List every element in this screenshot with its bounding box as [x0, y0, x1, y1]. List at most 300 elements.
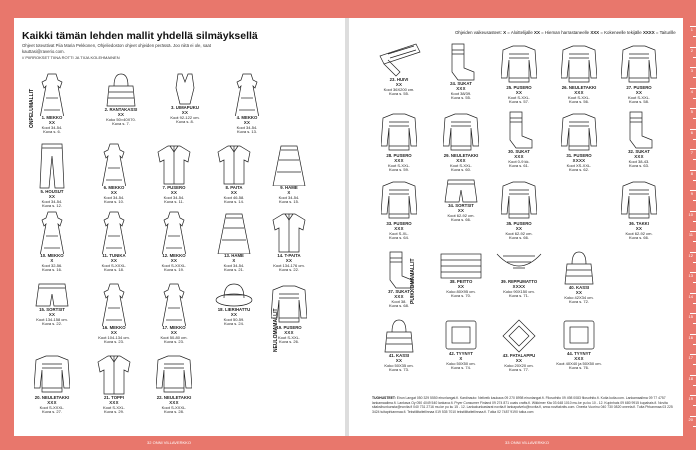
legend-mark: XXX — [590, 30, 600, 35]
difficulty-marks: X — [459, 355, 463, 361]
pattern-item — [156, 72, 214, 125]
difficulty-marks: XX — [48, 193, 56, 199]
legend-mark: XXXX — [642, 30, 655, 35]
pillow-icon — [443, 318, 479, 352]
photo-page: Kuva s. 77. — [508, 367, 529, 373]
pattern-item — [145, 210, 203, 273]
difficulty-marks: XXXX — [572, 157, 586, 163]
pattern-name: 35. PUSERO — [506, 221, 532, 226]
ruler-number: 3 — [690, 68, 693, 73]
ruler-number: 2 — [690, 47, 693, 53]
section-label-crochet: PUIKKOMAMALLIT — [410, 258, 416, 304]
pattern-size: Koot S-XXL. — [387, 162, 410, 168]
swimsuit-icon — [170, 72, 200, 106]
difficulty-marks: XX — [48, 119, 56, 125]
photo-page: Kuva s. 24. — [223, 321, 244, 327]
pattern-item — [610, 42, 668, 105]
pattern-size: Koot S-XXXL. — [101, 262, 127, 268]
photo-page: Kuva s. 23. — [103, 339, 124, 345]
ruler-number: 5 — [690, 109, 693, 114]
photo-page: Kuva s. 11. — [164, 199, 184, 205]
pattern-size: Koot 38. — [391, 298, 407, 304]
section-label-knitting: NEULOMAMALLIT — [273, 308, 279, 352]
skirt-icon — [216, 210, 252, 254]
pattern-name: 30. SUKAT — [508, 149, 530, 154]
dress-icon — [34, 210, 70, 254]
photo-page: Kuva s. 64. — [388, 235, 409, 241]
pattern-size: Koot S-XXL. — [277, 334, 300, 340]
photo-page: Kuva s. 15. — [278, 199, 299, 205]
pattern-item — [370, 318, 428, 373]
sweater-icon — [381, 110, 417, 154]
pattern-item — [550, 42, 608, 105]
pattern-item — [218, 72, 276, 135]
cardigan-icon — [34, 352, 70, 396]
pattern-size: Koot S-XXL. — [567, 94, 590, 100]
sock-icon — [384, 250, 414, 290]
suppliers-footer — [372, 396, 675, 414]
photo-page: Kuva s. 76. — [568, 365, 589, 371]
pattern-name: 26. NEULETAKKI — [561, 85, 597, 90]
pattern-size: Koot 92-122 cm. — [170, 114, 200, 120]
difficulty-marks: XX — [635, 225, 643, 231]
pattern-name: 20. NEULETAKKI — [34, 395, 70, 400]
photo-page: Kuva s. 22. — [41, 321, 62, 327]
ruler-number: 18 — [688, 375, 693, 381]
pattern-name: 28. PUSERO — [386, 153, 412, 158]
dress-icon — [229, 72, 265, 116]
pattern-name: 21. TOPPI — [104, 395, 124, 400]
photo-page: Kuva s. 27. — [41, 409, 62, 415]
photo-page: Kuva s. 19. — [163, 267, 184, 273]
pattern-item — [490, 42, 548, 105]
pattern-size: Koot S-XXXL. — [161, 262, 187, 268]
photo-page: Kuva s. 56. — [568, 99, 589, 105]
pattern-size: Koko 42X34 cm. — [564, 294, 594, 300]
difficulty-marks: XX — [110, 257, 118, 263]
pattern-item — [85, 352, 143, 415]
pattern-size: Koot 34-54. — [278, 194, 300, 200]
photo-page: Kuva s. 22. — [278, 267, 299, 273]
difficulty-marks: XXX — [456, 157, 466, 163]
pattern-item — [370, 110, 428, 173]
pattern-name: 8. PAITA — [225, 185, 243, 190]
photo-page: Kuva s. 61. — [508, 163, 529, 169]
pattern-name: 1. MEKKO — [41, 115, 63, 120]
photo-page: Kuva s. 18. — [103, 267, 124, 273]
pattern-item — [610, 178, 668, 241]
photo-page: Kuva s. 74. — [450, 365, 471, 371]
pattern-size: Koot 50-59. — [223, 316, 245, 322]
photo-page: Kuva s. 66. — [628, 235, 649, 241]
hat-icon — [214, 282, 254, 308]
ruler-number: 12 — [688, 252, 693, 258]
photo-page: Kuva s. 28. — [163, 409, 184, 415]
cardigan-icon — [443, 110, 479, 154]
difficulty-marks: X — [232, 257, 236, 263]
pattern-name: 43. PATALAPPU — [502, 353, 536, 358]
pattern-size: Koot 62-92 cm. — [625, 230, 653, 236]
pattern-item — [370, 42, 428, 97]
pattern-item — [490, 318, 548, 373]
ruler-number: 4 — [690, 88, 693, 94]
ruler-number: 20 — [688, 416, 693, 422]
pattern-item — [23, 142, 81, 209]
difficulty-marks: XX — [48, 311, 56, 317]
ruler-number: 19 — [688, 396, 693, 401]
legend-mark: X — [503, 30, 507, 35]
blouse-icon — [156, 142, 192, 186]
pattern-item — [205, 282, 263, 327]
photo-page: Kuva s. 55. — [450, 95, 471, 101]
pattern-size: Koot 34-54. — [236, 124, 258, 130]
pattern-name: 14. T-PAITA — [277, 253, 301, 258]
difficulty-marks: XXX — [394, 293, 404, 299]
pattern-name: 18. LIERIHATTU — [217, 307, 251, 312]
difficulty-marks: XX — [395, 357, 403, 363]
pattern-name: 34. SORTSIT — [448, 203, 474, 208]
potholder-icon — [501, 318, 537, 354]
pattern-size: Koot S-XXXL. — [39, 404, 65, 410]
pattern-item — [205, 210, 263, 273]
difficulty-legend: Ohjeiden vaikeusasteet: X = Aloittelijalle XX = Hieman harrastaneelle XXX = Kokeneelle tekijälle XXXX = Taiturille — [455, 30, 676, 35]
difficulty-marks: XXX — [456, 85, 466, 91]
pattern-size: Koko 20X20 cm. — [504, 362, 534, 368]
photo-page: Kuva s. 60. — [450, 167, 471, 173]
pattern-item — [260, 142, 318, 205]
pattern-size: Koot 34-54. — [41, 198, 63, 204]
sweater-icon — [501, 178, 537, 222]
difficulty-marks: XX — [230, 311, 238, 317]
difficulty-marks: XX — [243, 119, 251, 125]
legend-label: Taiturille — [659, 30, 676, 35]
difficulty-marks: XX — [110, 189, 118, 195]
pattern-size: Koot 40X40 ja 50X50 cm. — [556, 360, 602, 366]
photo-page: Kuva s. 72. — [568, 299, 589, 305]
difficulty-marks: XX — [635, 89, 643, 95]
pattern-name: 25. PUSERO — [506, 85, 532, 90]
photo-page: Kuva s. 62. — [568, 167, 589, 173]
dress-icon — [96, 282, 132, 326]
beach-bag-icon — [103, 72, 139, 108]
photo-page: Kuva s. 68. — [388, 303, 409, 309]
pattern-name: 9. HAME — [280, 185, 298, 190]
ruler-number: 10 — [688, 211, 693, 217]
skirt-icon — [271, 142, 307, 186]
pattern-item — [490, 178, 548, 241]
photo-page: Kuva s. 10. — [103, 199, 124, 205]
pattern-item — [23, 352, 81, 415]
ruler-number: 11 — [688, 232, 693, 237]
pattern-item — [550, 250, 608, 305]
difficulty-marks: XXX — [47, 399, 57, 405]
pattern-size: Koko 50X50 cm. — [446, 360, 476, 366]
pattern-name: 19. PUSERO — [276, 325, 302, 330]
difficulty-marks: XX — [181, 109, 189, 115]
pattern-item — [260, 210, 318, 273]
pillow-icon — [561, 318, 597, 352]
pattern-size: Koot 134-176 cm. — [273, 262, 305, 268]
shorts-icon — [444, 178, 478, 204]
pattern-item — [432, 250, 490, 299]
pattern-name: 24. SUKAT — [450, 81, 472, 86]
bag-icon — [561, 250, 597, 286]
page-title: Kaikki tämän lehden mallit yhdellä silmäyksellä — [22, 30, 258, 42]
pattern-size: Koot S-XXL. — [627, 94, 650, 100]
photo-page: Kuva s. 66. — [508, 235, 529, 241]
difficulty-marks: XXX — [394, 157, 404, 163]
difficulty-marks: XXX — [394, 225, 404, 231]
trousers-icon — [38, 142, 66, 190]
pattern-name: 38. PEITTO — [449, 279, 473, 284]
photo-page: Kuva s. 6. — [43, 129, 61, 135]
pattern-size: Koot 50-80 cm. — [160, 334, 188, 340]
sweater-icon — [501, 42, 537, 86]
photo-page: Kuva s. 66. — [450, 217, 471, 223]
pattern-name: 2. RANTAKASSI — [104, 107, 138, 112]
top-icon — [96, 352, 132, 396]
pattern-size: Koko 50X35 cm. — [384, 362, 414, 368]
pattern-name: 41. KASSI — [388, 353, 410, 358]
legend-label: Kokeneelle tekijälle — [604, 30, 642, 35]
pattern-size: Koko 90X150 cm. — [503, 288, 535, 294]
pattern-size: Koot S-XL. — [389, 230, 409, 236]
pattern-item — [85, 142, 143, 205]
pattern-item — [550, 110, 608, 173]
photo-page: Kuva s. 58. — [628, 99, 649, 105]
difficulty-marks: XX — [117, 111, 125, 117]
pattern-name: 11. TUNIKA — [102, 253, 126, 258]
cardigan-icon — [561, 42, 597, 86]
pattern-name: 23. HUIVI — [389, 77, 409, 82]
difficulty-marks: XX — [285, 257, 293, 263]
legend-intro: Ohjeiden vaikeusasteet: — [455, 30, 502, 35]
pattern-item — [23, 282, 81, 327]
legend-label: Hieman harrastaneelle — [544, 30, 590, 35]
page-number: 32 — [147, 440, 152, 445]
pattern-size: Koot 34-54. — [103, 194, 125, 200]
photo-page: Kuva s. 23. — [163, 339, 184, 345]
ruler-number: 7 — [690, 150, 693, 155]
difficulty-marks: XX — [457, 283, 465, 289]
photo-page: Kuva s. 14. — [223, 199, 244, 205]
photo-page: Kuva s. 73. — [388, 367, 409, 373]
pattern-item — [260, 282, 318, 345]
difficulty-marks: XX — [395, 81, 403, 87]
pattern-name: 3. UIMAPUKU — [171, 105, 199, 110]
pattern-item — [23, 72, 81, 135]
pattern-name: 40. KASSI — [568, 285, 590, 290]
cardigan-icon — [156, 352, 192, 396]
pattern-name: 4. MEKKO — [236, 115, 258, 120]
folio-left — [147, 440, 191, 445]
photo-page: Kuva s. 63. — [628, 163, 649, 169]
pattern-item — [432, 42, 490, 101]
ruler-number: 8 — [690, 170, 693, 176]
pattern-size: Koot S-XXL. — [449, 162, 472, 168]
pattern-size: Koko 80X95 cm. — [446, 288, 476, 294]
blanket-icon — [439, 250, 483, 280]
photo-page: Kuva s. 8. — [176, 119, 194, 125]
sock-icon — [504, 110, 534, 150]
footer-heading: TUOHUSTEET: — [372, 396, 396, 400]
ruler-number: 1 — [690, 27, 693, 32]
ruler-number: 13 — [688, 273, 693, 278]
pattern-size: Koot 0-9 kk. — [508, 158, 530, 164]
pattern-item — [610, 110, 668, 169]
difficulty-marks: XXXX — [512, 283, 526, 289]
pattern-item — [85, 282, 143, 345]
pattern-name: 37. SUKAT — [388, 289, 410, 294]
pattern-name: 5. HOUSUT — [40, 189, 64, 194]
dress-icon — [156, 210, 192, 254]
pattern-size: Koot XS-XXL. — [566, 162, 592, 168]
pattern-name: 12. MEKKO — [162, 253, 186, 258]
folio-right — [505, 440, 549, 445]
difficulty-marks: X — [50, 257, 54, 263]
shirt-icon — [216, 142, 252, 186]
sweater-icon — [621, 42, 657, 86]
ruler-number: 17 — [688, 355, 693, 360]
pattern-name: 29. NEULETAKKI — [443, 153, 479, 158]
photo-page: Kuva s. 57. — [508, 99, 529, 105]
difficulty-marks: XX — [575, 289, 583, 295]
pattern-item — [145, 282, 203, 345]
pattern-item — [370, 178, 428, 241]
photo-page: Kuva s. 26. — [278, 339, 299, 345]
difficulty-marks: XX — [515, 225, 523, 231]
photo-page: Kuva s. 71. — [508, 293, 529, 299]
difficulty-marks: XX — [515, 89, 523, 95]
sweater-icon — [271, 282, 307, 326]
pattern-item — [205, 142, 263, 205]
sweater-icon — [561, 110, 597, 154]
difficulty-marks: XX — [170, 329, 178, 335]
magazine-tag: ONNI VILLAVERKKO — [510, 440, 549, 445]
photo-page: Kuva s. 16. — [41, 267, 62, 273]
pattern-size: Koot 36X200 cm. — [383, 86, 415, 92]
tshirt-icon — [271, 210, 307, 254]
pattern-item — [432, 110, 490, 173]
difficulty-marks: XXX — [514, 153, 524, 159]
section-label-sewing: ONPELUMALLIT — [29, 88, 35, 128]
sock-icon — [446, 42, 476, 82]
pattern-size: Koot S-XXL. — [507, 94, 530, 100]
pattern-size: Koot S-XXXL. — [161, 404, 187, 410]
photo-page: Kuva s. 55. — [388, 91, 409, 97]
pattern-size: Koot 34-54. — [223, 262, 245, 268]
photo-page: Kuva s. 13. — [236, 129, 257, 135]
pattern-size: Koot 134-158 cm. — [36, 316, 68, 322]
ruler-number: 15 — [688, 314, 693, 319]
pattern-name: 42. TYYNYT — [448, 351, 474, 356]
pattern-name: 39. RIIPPUMATTO — [500, 279, 538, 284]
pattern-item — [145, 352, 203, 415]
difficulty-marks: X — [287, 189, 291, 195]
difficulty-marks: XXX — [574, 355, 584, 361]
sweater-icon — [381, 178, 417, 222]
pattern-size: Koot 38/39. — [450, 90, 472, 96]
pattern-item — [490, 250, 548, 299]
difficulty-marks: XXX — [574, 89, 584, 95]
pattern-item — [85, 210, 143, 273]
pattern-name: 44. TYYNYT — [566, 351, 592, 356]
pattern-name: 32. SUKAT — [628, 149, 650, 154]
ruler-number: 6 — [690, 129, 693, 135]
pattern-item — [432, 318, 490, 371]
pattern-size: Koot 34-54. — [163, 194, 185, 200]
photo-page: Kuva s. 7. — [112, 121, 130, 127]
edge-ruler — [683, 18, 696, 436]
photo-page: Kuva s. 29. — [103, 409, 124, 415]
difficulty-marks: XXX — [169, 399, 179, 405]
photo-page: Kuva s. 12. — [41, 203, 62, 209]
photo-page: Kuva s. 21. — [223, 267, 244, 273]
pattern-name: 13. HAME — [224, 253, 244, 258]
legend-label: Aloittelijalle — [510, 30, 533, 35]
difficulty-marks: XX — [457, 207, 465, 213]
pattern-item — [23, 210, 81, 273]
hammock-icon — [495, 250, 543, 280]
illustration-credit: // PIIRROKSET TIINA ROTTI JA TIIJA KOLEHMAINEN — [22, 55, 120, 60]
pattern-item — [432, 178, 490, 223]
pattern-name: 31. PUSERO — [566, 153, 592, 158]
photo-page: Kuva s. 70. — [450, 293, 471, 299]
ruler-number: 14 — [688, 293, 693, 299]
ruler-number: 16 — [688, 334, 693, 340]
pattern-name: 17. MEKKO — [162, 325, 186, 330]
pattern-item — [370, 250, 428, 309]
jacket-icon — [621, 178, 657, 222]
pattern-size: Koot 62-92 cm. — [505, 230, 533, 236]
pattern-name: 7. PUSERO — [162, 185, 186, 190]
scarf-icon — [376, 42, 422, 78]
pattern-name: 15. SORTSIT — [39, 307, 65, 312]
pattern-size: Koot 104-134 cm. — [98, 334, 130, 340]
pattern-name: 16. MEKKO — [102, 325, 126, 330]
difficulty-marks: XXX — [109, 399, 119, 405]
difficulty-marks: XX — [170, 257, 178, 263]
pattern-name: 6. MEKKO — [103, 185, 125, 190]
tunic-icon — [96, 210, 132, 254]
pattern-item — [145, 142, 203, 205]
pattern-size: Koot S-XXL. — [102, 404, 125, 410]
difficulty-marks: XX — [110, 329, 118, 335]
footer-text: Eirun Langat 050 329 5550 eirunlangat.fi. Kardinauto: Neliveik kaukaus 09 270 8998 eirunlangat.fi. Filosofnito 09 498 0083 filosofnito.fi. Kutia kutia.com. Lankamaailma 09 77 4757 lankamaailma.fi. Lankava Oy 050 4049 540 lankava.fi. Pryer Consumer Finland 09 274 871 coats crafts.fi. Wikkimer Kta 03 648 1010 mu.ke pu ku 10 - 12. Kupinhais 09 680 9915 kupahais.fi. Novita sitaksihunkunsta@novita.fi 040 731 2716 mu.ke pu ku 15 - 12. Lankakunkastarat novita.fi lankapalvelu@novita.fi, www.novitaknits.com. Oneela Vuorinu 040 730 0820 oneela.fi. Tuita Pirkanmaa 03 225 3424 tuitapirkanmaa.fi. Tekstiilitaiteilinnaa 019 535 7010 tekstiilitaiteilinnaa.fi. Tutka 02 7487 9190 tutka.com — [372, 396, 673, 414]
pattern-name: 10. MEKKO — [40, 253, 64, 258]
difficulty-marks: XX — [230, 189, 238, 195]
page-subtitle: Ohjeet toteuttivat Piia Maria Pekkonen, Ohjeliedoston ohjeet ohjeiden perässä. Joo niitä ei ole, saat kauttasi@raverio.com. — [22, 43, 211, 54]
sock-icon — [624, 110, 654, 150]
magazine-tag: ONNI VILLAVERKKO — [152, 440, 191, 445]
pattern-size: Koot 32-56. — [41, 262, 63, 268]
pattern-size: Koot 34-54. — [41, 124, 63, 130]
bag-icon — [381, 318, 417, 354]
pattern-item — [490, 110, 548, 169]
dress-icon — [34, 72, 70, 116]
legend-mark: XX — [534, 30, 540, 35]
pattern-name: 27. PUSERO — [626, 85, 652, 90]
pattern-name: 33. PUSERO — [386, 221, 412, 226]
pattern-size: Koot 38-43. — [628, 158, 650, 164]
difficulty-marks: XXX — [634, 153, 644, 159]
photo-page: Kuva s. 59. — [388, 167, 409, 173]
pattern-size: Koko 50×40X70. — [106, 116, 136, 122]
difficulty-marks: XX — [170, 189, 178, 195]
pattern-item — [550, 318, 608, 371]
page-number: 33 — [505, 440, 510, 445]
dress-icon — [96, 142, 132, 186]
